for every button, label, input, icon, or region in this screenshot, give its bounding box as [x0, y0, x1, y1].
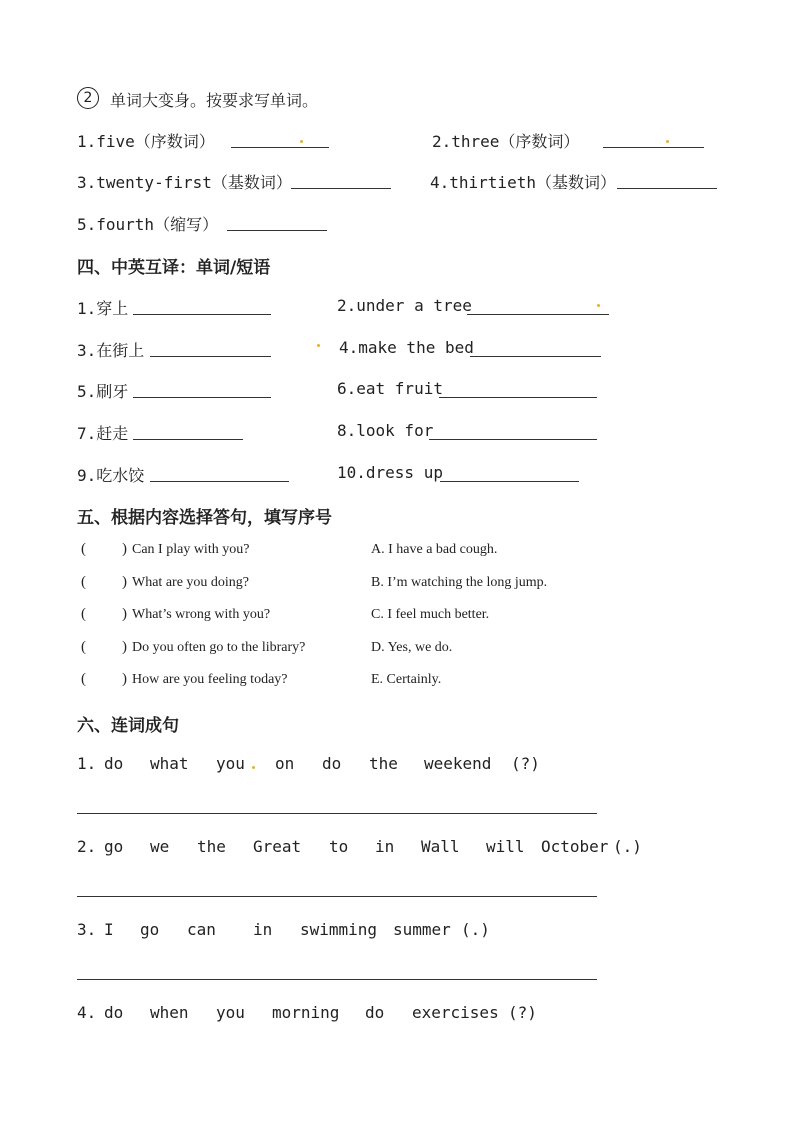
scrambled-word: weekend	[424, 754, 492, 773]
item-prompt: 5.fourth（缩写）	[77, 215, 219, 234]
item-prompt: 1.five（序数词）	[77, 132, 215, 151]
section-title: 四、中英互译：单词/短语	[77, 258, 271, 278]
answer-blank[interactable]	[617, 188, 717, 189]
stray-mark	[666, 140, 669, 143]
item-prompt: 3.在街上	[77, 341, 145, 360]
answer-paren-close: )	[122, 541, 127, 557]
stray-mark	[317, 344, 320, 347]
item-prompt: 4.make the bed	[339, 338, 474, 357]
question-number: 3.	[77, 920, 97, 939]
scrambled-word: morning	[272, 1003, 340, 1022]
answer-option: D. Yes, we do.	[371, 640, 453, 655]
answer-option: B. I’m watching the long jump.	[371, 575, 548, 590]
scrambled-word: I	[104, 920, 114, 939]
item-prompt: 9.吃水饺	[77, 466, 145, 485]
answer-blank[interactable]	[150, 356, 271, 357]
item-prompt: 2.under a tree	[337, 296, 472, 315]
scrambled-word: (.)	[461, 920, 490, 939]
answer-blank[interactable]	[467, 314, 609, 315]
answer-blank[interactable]	[133, 439, 243, 440]
answer-blank[interactable]	[439, 397, 597, 398]
item-prompt: 4.thirtieth（基数词）	[430, 173, 616, 192]
scrambled-word: (.)	[613, 837, 642, 856]
answer-paren-close: )	[122, 671, 127, 687]
scrambled-word: swimming	[300, 920, 378, 939]
section-instruction: 单词大变身。按要求写单词。	[110, 91, 319, 110]
answer-blank[interactable]	[603, 147, 704, 148]
item-prompt: 10.dress up	[337, 463, 443, 482]
stray-mark	[252, 766, 255, 769]
section-title: 六、连词成句	[77, 716, 179, 736]
question-text: Can I play with you?	[132, 542, 250, 557]
answer-option: C. I feel much better.	[371, 607, 490, 622]
question-number: 4.	[77, 1003, 97, 1022]
scrambled-word: do	[322, 754, 342, 773]
answer-blank[interactable]	[227, 230, 327, 231]
scrambled-word: you	[216, 1003, 245, 1022]
answer-paren-close: )	[122, 574, 127, 590]
answer-blank[interactable]	[429, 439, 597, 440]
scrambled-word: when	[150, 1003, 189, 1022]
answer-line[interactable]	[77, 813, 597, 814]
answer-blank[interactable]	[133, 314, 271, 315]
answer-blank[interactable]	[231, 147, 329, 148]
answer-line[interactable]	[77, 979, 597, 980]
scrambled-word: do	[365, 1003, 385, 1022]
scrambled-word: to	[329, 837, 349, 856]
stray-mark	[597, 304, 600, 307]
scrambled-word: do	[104, 754, 124, 773]
scrambled-word: go	[140, 920, 160, 939]
answer-blank[interactable]	[440, 481, 579, 482]
stray-mark	[300, 140, 303, 143]
scrambled-word: you	[216, 754, 245, 773]
answer-paren-open[interactable]: (	[81, 639, 86, 655]
question-text: How are you feeling today?	[132, 672, 288, 687]
question-text: What’s wrong with you?	[132, 607, 271, 622]
question-number: 2.	[77, 837, 97, 856]
scrambled-word: can	[187, 920, 216, 939]
answer-blank[interactable]	[133, 397, 271, 398]
scrambled-word: what	[150, 754, 189, 773]
scrambled-word: the	[369, 754, 398, 773]
answer-paren-close: )	[122, 606, 127, 622]
scrambled-word: (?)	[511, 754, 540, 773]
answer-option: A. I have a bad cough.	[371, 542, 498, 557]
answer-paren-open[interactable]: (	[81, 671, 86, 687]
answer-paren-open[interactable]: (	[81, 541, 86, 557]
scrambled-word: October	[541, 837, 609, 856]
item-prompt: 6.eat fruit	[337, 379, 443, 398]
scrambled-word: the	[197, 837, 226, 856]
scrambled-word: in	[253, 920, 273, 939]
item-prompt: 3.twenty-first（基数词）	[77, 173, 292, 192]
question-text: Do you often go to the library?	[132, 640, 306, 655]
scrambled-word: go	[104, 837, 124, 856]
scrambled-word: on	[275, 754, 295, 773]
item-prompt: 1.穿上	[77, 299, 129, 318]
scrambled-word: summer	[393, 920, 451, 939]
answer-option: E. Certainly.	[371, 672, 442, 687]
scrambled-word: Great	[253, 837, 302, 856]
scrambled-word: (?)	[508, 1003, 537, 1022]
item-prompt: 8.look for	[337, 421, 434, 440]
scrambled-word: will	[486, 837, 525, 856]
scrambled-word: Wall	[421, 837, 460, 856]
answer-blank[interactable]	[150, 481, 289, 482]
answer-paren-close: )	[122, 639, 127, 655]
scrambled-word: in	[375, 837, 395, 856]
circled-number-icon: 2	[77, 87, 99, 109]
section-title: 五、根据内容选择答句，填写序号	[77, 508, 332, 528]
question-text: What are you doing?	[132, 575, 250, 590]
answer-line[interactable]	[77, 896, 597, 897]
item-prompt: 2.three（序数词）	[432, 132, 580, 151]
scrambled-word: do	[104, 1003, 124, 1022]
answer-blank[interactable]	[291, 188, 391, 189]
item-prompt: 7.赶走	[77, 424, 129, 443]
scrambled-word: we	[150, 837, 170, 856]
answer-blank[interactable]	[470, 356, 601, 357]
question-number: 1.	[77, 754, 97, 773]
item-prompt: 5.刷牙	[77, 382, 129, 401]
answer-paren-open[interactable]: (	[81, 606, 86, 622]
scrambled-word: exercises	[412, 1003, 499, 1022]
answer-paren-open[interactable]: (	[81, 574, 86, 590]
